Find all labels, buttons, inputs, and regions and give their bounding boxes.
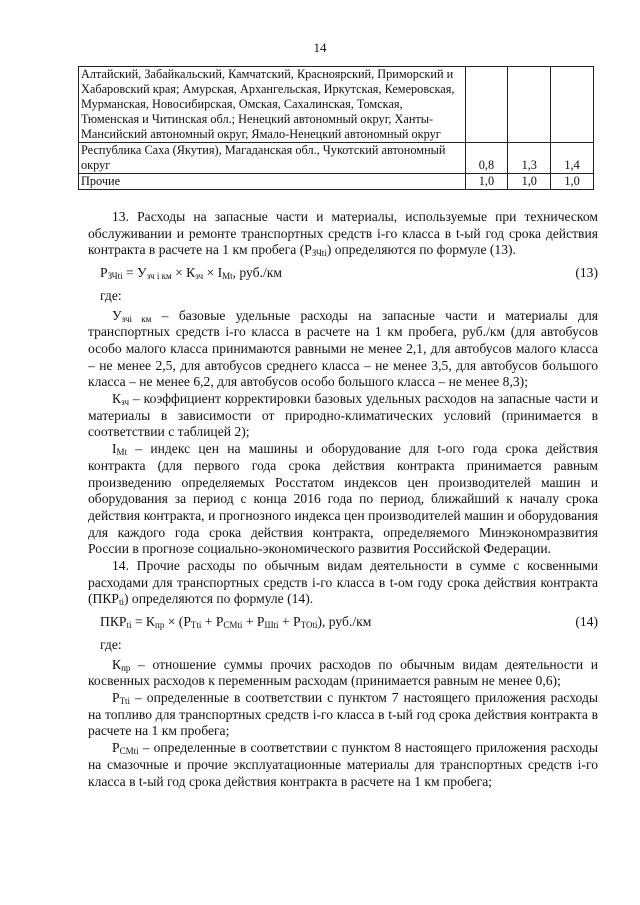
definition-rt: $Р_{Тti}$ – определенные в соответствии с пунктом 7 настоящего приложения расходы на топливо для транспортных средств i-го класса в t-ый год срока действия контракта в расчете на 1 км пробега; — [88, 689, 598, 739]
table-cell-region: Республика Саха (Якутия), Магаданская обл., Чукотский автономный округ — [79, 143, 466, 174]
table-cell-value: 1,4 — [551, 143, 594, 174]
where-label: где: — [100, 636, 122, 652]
where-label: где: — [100, 287, 122, 303]
formula-14: $ПКР_{ti} = К_{пр} \times (Р_{Тti} + Р_{СМti} + Р_{Шti} + Р_{ТОti})$, руб./км (14) — [100, 614, 598, 631]
page-number: 14 — [313, 40, 327, 55]
table-cell-value: 1,0 — [508, 174, 551, 190]
table-cell-region: Прочие — [79, 174, 466, 190]
definition-k: $К_{зч}$ – коэффициент корректировки базовых удельных расходов на запасные части и материалы в зависимости от природно-климатических условий (принимается в соответствии с таблицей 2); — [88, 391, 598, 440]
formula-number: (13) — [575, 265, 598, 281]
table-row — [79, 174, 594, 190]
definition-rsm: $Р_{СМti}$ – определенные в соответствии с пунктом 8 настоящего приложения расходы на смазочные и прочие эксплуатационные материалы для транспортных средств i-го класса в t-ый год срока действия контракта в расчете на 1 км пробега; — [88, 740, 598, 789]
table-cell-value: 0,8 — [465, 143, 508, 174]
formula-13: $Р_{ЗЧti} = У_{зч i км} \times К_{зч} \times I_{Мt}$, руб./км (13) — [100, 265, 598, 282]
climate-coefficient-table — [78, 66, 594, 190]
definition-kpr: $К_{пр}$ – отношение суммы прочих расходов по обычным видам деятельности и косвенных расходов к переменным расходам (принимается равным не менее 0,6); — [88, 656, 598, 689]
table-cell-value: 1,0 — [551, 174, 594, 190]
formula-number: (14) — [575, 614, 598, 630]
table-cell-value — [508, 67, 551, 143]
paragraph-13: 13. Расходы на запасные части и материалы, используемые при техническом обслуживании и ремонте транспортных средств i-го класса в t-ый год срока действия контракта в расчете на 1 км пробега $(Р_{ЗЧti})$ определяются по формуле (13). — [88, 209, 598, 259]
table-row — [79, 143, 594, 174]
table-cell-value: 1,0 — [465, 174, 508, 190]
table-cell-value — [465, 67, 508, 143]
table-row — [79, 67, 594, 143]
definition-u: $У_{зчi км}$ – базовые удельные расходы на запасные части и материалы для транспортных средств i-го класса в расчете на 1 км пробега, руб./км (для автобусов особо малого класса принимаются равными не менее 2,1, для автобусов малого класса – не менее 2,5, для автобусов среднего класса – не менее 3,5, для автобусов большого класса – не менее 6,2, для автобусов особо большого класса – не менее 8,3); — [88, 307, 598, 390]
document-body — [88, 209, 598, 790]
table-cell-region: Алтайский, Забайкальский, Камчатский, Красноярский, Приморский и Хабаровский края; Амурская, Архангельская, Иркутская, Кемеровская, Мурманская, Новосибирская, Омская, Сахалинская, Томская, Тюменская и Читинская обл.; Ненецкий автономный округ, Ханты-Мансийский автономный округ, Ямало-Ненецкий автономный округ — [79, 67, 466, 143]
definition-i: $I_{Мt}$ – индекс цен на машины и оборудование для t-ого года срока действия контракта (для первого года срока действия контракта принимается равным произведению определяемых Росстатом индексов цен производителей машин и оборудования за период с конца 2016 года по период, ближайший к началу срока действия контракта, и прогнозного индекса цен производителей машин и оборудования для каждого года срока действия контракта, определяемого Минэкономразвития России в прогнозе социально-экономического развития Российской Федерации. — [88, 441, 598, 557]
table-cell-value — [551, 67, 594, 143]
table-cell-value: 1,3 — [508, 143, 551, 174]
paragraph-14: 14. Прочие расходы по обычным видам деятельности в сумме с косвенными расходами для транспортных средств i-го класса в t-ом году срока действия контракта $(ПКР_{ti})$ определяются по формуле (14). — [88, 558, 598, 608]
